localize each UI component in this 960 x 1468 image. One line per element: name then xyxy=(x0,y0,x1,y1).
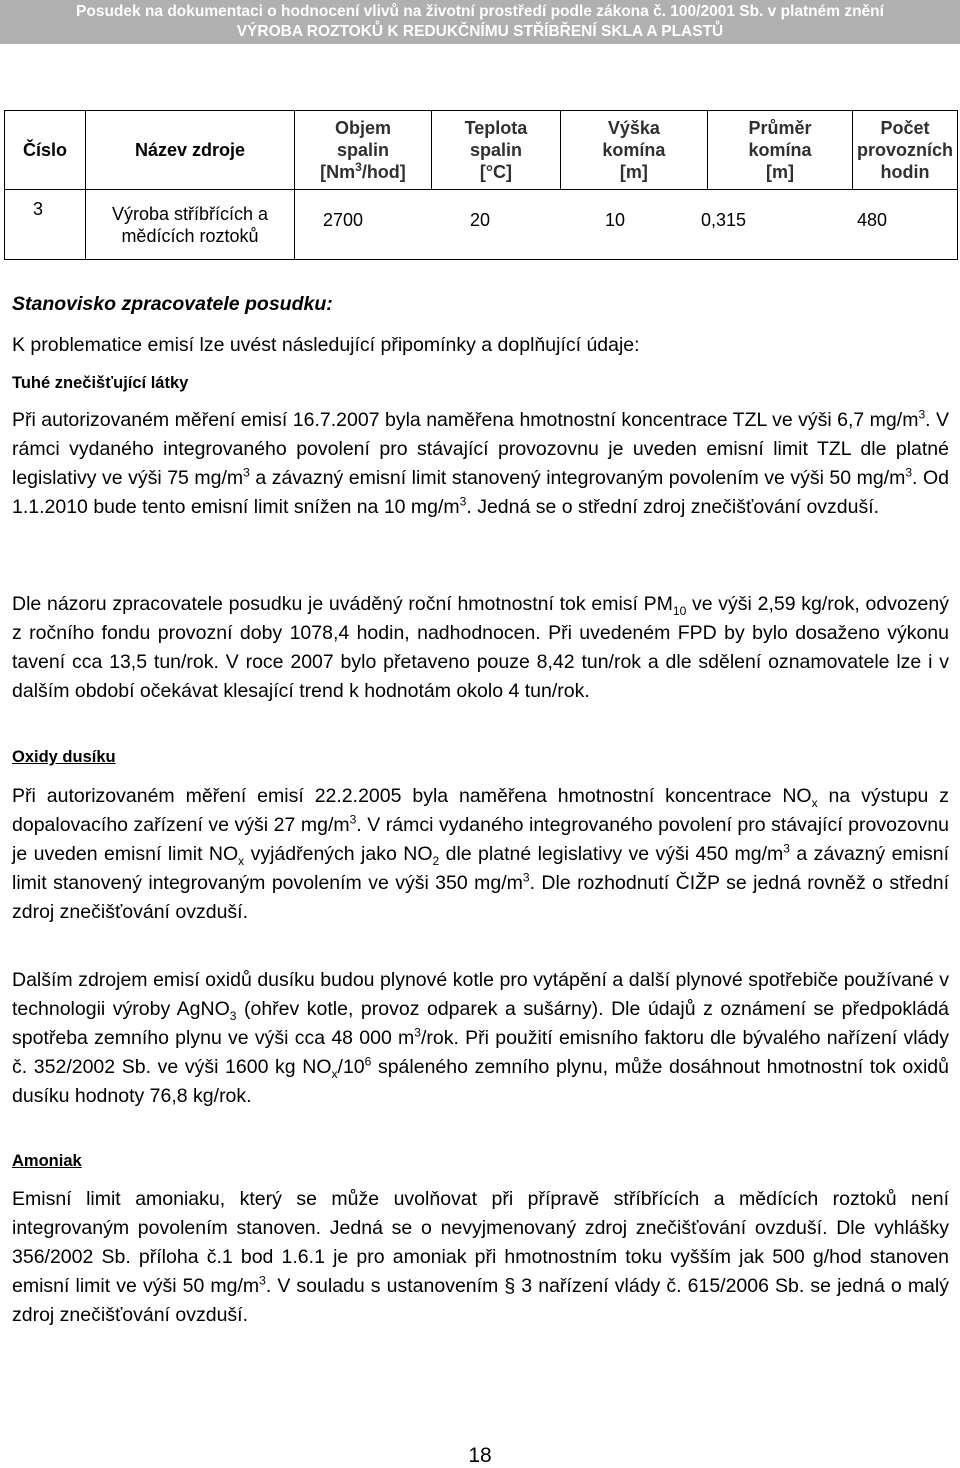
document-header xyxy=(0,0,960,44)
col-teplota: Teplota spalin [°C] xyxy=(431,111,560,190)
value-prumer: 0,315 xyxy=(700,210,747,230)
value-pocet: 480 xyxy=(856,210,888,230)
header-title: Posudek na dokumentaci o hodnocení vlivů na životní prostředí podle zákona č. 100/2001 Sb. v platném znění xyxy=(76,3,884,20)
col-prumer: Průměr komína [m] xyxy=(707,111,852,190)
cell-cislo: 3 xyxy=(5,190,86,260)
value-objem: 2700 xyxy=(322,210,364,230)
amoniak-heading: Amoniak xyxy=(12,1152,82,1170)
col-pocet: Počet provozních hodin xyxy=(852,111,957,190)
cell-values xyxy=(294,190,957,260)
col-nazev: Název zdroje xyxy=(85,111,294,190)
nox-paragraph-1: Při autorizovaném měření emisí 22.2.2005 byla naměřena hmotnostní koncentrace $NO_x$ na výstupu z dopalovacího zařízení ve výši 27 $mg/m^3$. V rámci vydaného integrovaného povolení pro stávající provozovnu je uveden emisní limit $NO_x$ vyjádřených jako $NO_2$ dle platné legislativy ve výši 450 $mg/m^3$ a závazný emisní limit stanovený integrovaným povolením ve výši 350 $mg/m^3$. Dle rozhodnutí ČIŽP se jedná rovněž o střední zdroj znečišťování ovzduší. xyxy=(12,785,950,923)
table-header-row xyxy=(5,111,958,190)
header-subtitle: VÝROBA ROZTOKŮ K REDUKČNÍMU STŘÍBŘENÍ SKLA A PLASTŮ xyxy=(236,23,724,40)
col-vyska: Výška komína [m] xyxy=(560,111,707,190)
cell-nazev: Výroba stříbřících a mědících roztoků xyxy=(85,190,294,260)
value-vyska: 10 xyxy=(604,210,625,230)
source-table xyxy=(4,110,958,260)
col-cislo: Číslo xyxy=(5,111,86,190)
intro-paragraph: K problematice emisí lze uvést následující připomínky a doplňující údaje: xyxy=(12,334,640,356)
value-teplota: 20 xyxy=(469,210,490,230)
tzl-heading: Tuhé znečišťující látky xyxy=(12,374,189,392)
table-row xyxy=(5,190,958,260)
nox-paragraph-2: Dalším zdrojem emisí oxidů dusíku budou plynové kotle pro vytápění a další plynové spotřebiče používané v technologii výroby AgNO$_3$ (ohřev kotle, provoz odparek a sušárny). Dle údajů z oznámení se předpokládá spotřeba zemního plynu ve výši cca 48 000 $m^3$/rok. Při použití emisního faktoru dle bývalého nařízení vlády č. 352/2002 Sb. ve výši 1600 kg $NO_x/10^6$ spáleného zemního plynu, může dosáhnout hmotnostní tok oxidů dusíku hodnoty 76,8 kg/rok. xyxy=(12,969,950,1107)
col-objem: Objem spalin [Nm$^3$/hod] xyxy=(294,111,431,190)
amoniak-paragraph: Emisní limit amoniaku, který se může uvolňovat při přípravě stříbřících a mědících roztoků není integrovaným povolením stanoven. Jedná se o nevyjmenovaný zdroj znečišťování ovzduší. Dle vyhlášky 356/2002 Sb. příloha č.1 bod 1.6.1 je pro amoniak při hmotnostním toku vyšším jak 500 g/hod stanoven emisní limit ve výši 50 $mg/m^3$. V souladu s ustanovením § 3 nařízení vlády č. 615/2006 Sb. se jedná o malý zdroj znečišťování ovzduší. xyxy=(12,1188,949,1326)
page-number: 18 xyxy=(468,1444,492,1467)
nox-heading: Oxidy dusíku xyxy=(12,748,116,766)
stanovisko-title: Stanovisko zpracovatele posudku: xyxy=(12,293,333,315)
tzl-paragraph-2: Dle názoru zpracovatele posudku je uváděný roční hmotnostní tok emisí $PM_{10}$ ve výši 2,59 kg/rok, odvozený z ročního fondu provozní doby 1078,4 hodin, nadhodnocen. Při uvedeném FPD by bylo dosaženo výkonu tavení cca 13,5 tun/rok. V roce 2007 bylo přetaveno pouze 8,42 tun/rok a dle sdělení oznamovatele lze i v dalším období očekávat klesající trend k hodnotám okolo 4 tun/rok. xyxy=(12,593,949,702)
tzl-paragraph-1: Při autorizovaném měření emisí 16.7.2007 byla naměřena hmotnostní koncentrace TZL ve výši 6,7 $mg/m^3$. V rámci vydaného integrovaného povolení pro stávající provozovnu je uveden emisní limit TZL dle platné legislativy ve výši 75 $mg/m^3$ a závazný emisní limit stanovený integrovaným povolením ve výši 50 $mg/m^3$. Od 1.1.2010 bude tento emisní limit snížen na 10 $mg/m^3$. Jedná se o střední zdroj znečišťování ovzduší. xyxy=(12,407,949,518)
